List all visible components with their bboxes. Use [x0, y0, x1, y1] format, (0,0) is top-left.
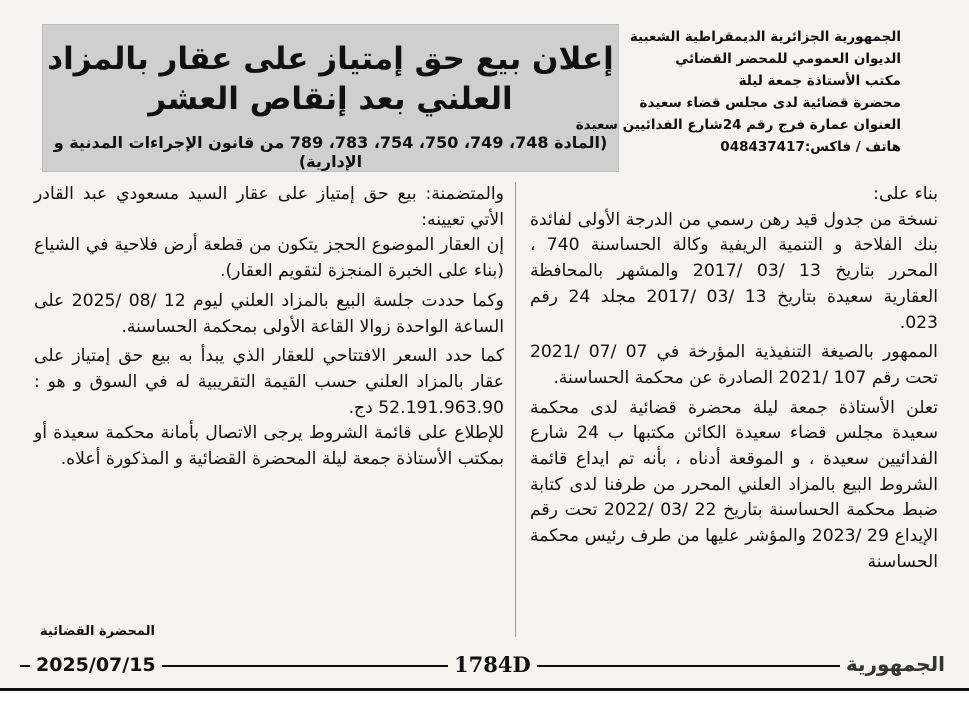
header-line-5: العنوان عمارة فرج رقم 24شارع الفدائيين سعيدة — [575, 117, 901, 133]
right-paragraph-4: تعلن الأستاذة جمعة ليلة محضرة قضائية لدى محكمة سعيدة مجلس قضاء سعيدة الكائن مكتبها ب 24 شارع الفدائيين سعيدة ، و الموقعة أدناه ، بأنه تم ايداع قائمة الشروط البيع بالمزاد العلني المحرر من طرفنا لدى كتابة ضبط محكمة الحساسنة بتاريخ 22 /03 /2022 تحت رقم الإيداع 29 /2023 والمؤشر عليها من طرف رئيس محكمة الحساسنة — [530, 397, 938, 572]
title-line-1: إعلان بيع حق إمتياز على عقار بالمزاد — [47, 41, 614, 77]
footer-code: 1784D — [448, 652, 537, 677]
header-line-3: مكتب الأستاذة جمعة ليلة — [738, 73, 901, 89]
right-paragraph-2: نسخة من جدول قيد رهن رسمي من الدرجة الأولى لفائدة بنك الفلاحة و التنمية الريفية وكالة الحساسنة 740 ، المحرر بتاريخ 13 /03 /2017 والمشهر بالمحافظة العقارية سعيدة بتاريخ 13 /03 /2017 مجلد 24 رقم 023. — [530, 209, 938, 333]
left-paragraph-5: للإطلاع على قائمة الشروط يرجى الاتصال بأمانة محكمة سعيدة أو بمكتب الأستاذة جمعة ليلة المحضرة القضائية و المذكورة أعلاه. — [34, 423, 504, 470]
left-paragraph-3: وكما حددت جلسة البيع بالمزاد العلني ليوم 12 /08 /2025 على الساعة الواحدة زوالا القاعة الأولى بمحكمة الحساسنة. — [34, 290, 504, 337]
title-subtitle: (المادة 748، 749، 750، 754، 783، 789 من قانون الإجراءات المدنية و الإدارية) — [53, 133, 608, 171]
column-divider — [515, 182, 516, 637]
header-line-2: الديوان العمومي للمحضر القضائي — [675, 51, 901, 67]
header-line-4: محضرة قضائية لدى مجلس قضاء سعيدة — [639, 95, 901, 111]
right-column — [530, 182, 938, 576]
left-paragraph-1: والمتضمنة: بيع حق إمتياز على عقار السيد مسعودي عبد القادر الأتي تعيينه: — [34, 184, 504, 230]
header-line-6: هاتف / فاكس:048437417 — [720, 139, 901, 155]
footer-date: 2025/07/15 — [30, 654, 162, 676]
left-paragraph-4: كما حدد السعر الافتتاحي للعقار الذي يبدأ به بيع حق إمتياز على عقار بالمزاد العلني حسب القيمة التقريبية له في السوق و هو : 52.191.963.90 دج. — [34, 346, 504, 418]
right-paragraph-1: بناء على: — [873, 184, 938, 204]
left-paragraph-2: إن العقار الموضوع الحجز يتكون من قطعة أرض فلاحية في الشياع (بناء على الخبرة المنجزة لتقويم العقار). — [34, 235, 504, 282]
issuer-header — [575, 26, 901, 158]
title-line-2: العلني بعد إنقاص العشر — [148, 81, 513, 117]
header-line-1: الجمهورية الجزائرية الديمقراطية الشعبية — [629, 29, 901, 45]
title-box — [42, 24, 619, 172]
left-column — [34, 182, 504, 473]
signature: المحضرة القضائية — [40, 624, 155, 639]
right-paragraph-3: الممهور بالصيغة التنفيذية المؤرخة في 07 /07 /2021 تحت رقم 107 /2021 الصادرة عن محكمة الحساسنة. — [530, 342, 938, 388]
newspaper-logo: الجمهورية — [840, 652, 951, 676]
